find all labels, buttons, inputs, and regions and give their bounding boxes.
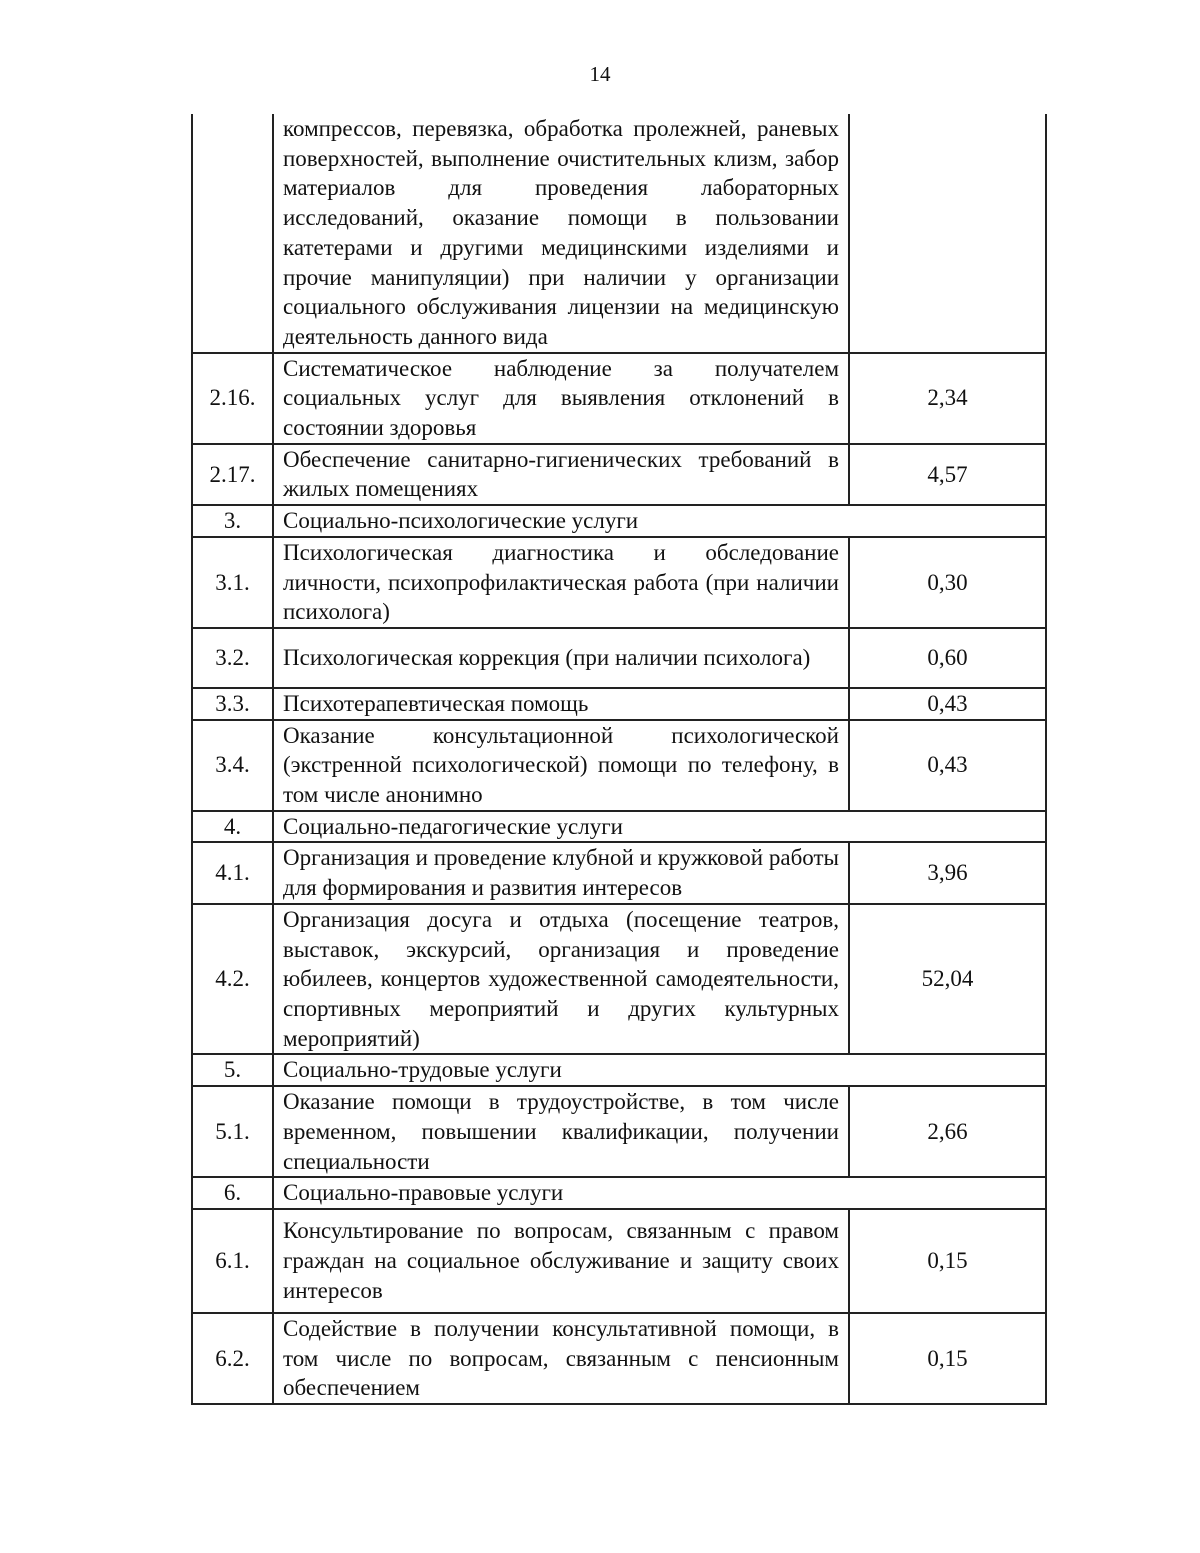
row-number: 2.16. (192, 353, 273, 444)
row-value: 2,34 (849, 353, 1046, 444)
row-number: 4.2. (192, 904, 273, 1055)
section-title: Социально-психологические услуги (273, 505, 1046, 537)
row-value: 0,15 (849, 1209, 1046, 1313)
row-value: 0,15 (849, 1313, 1046, 1404)
table-row (192, 1086, 1046, 1177)
row-description: компрессов, перевязка, обработка пролежней, раневых поверхностей, выполнение очистительных клизм, забор материалов для проведения лабораторных исследований, оказание помощи в пользовании катетерами и другими медицинскими изделиями и прочие манипуляции) при наличии у организации социального обслуживания лицензии на медицинскую деятельность данного вида (273, 114, 849, 353)
table-row (192, 842, 1046, 903)
row-description: Консультирование по вопросам, связанным с правом граждан на социальное обслуживание и защиту своих интересов (273, 1209, 849, 1313)
row-number: 6.2. (192, 1313, 273, 1404)
row-number: 4.1. (192, 842, 273, 903)
row-number: 3.2. (192, 628, 273, 688)
row-description: Психологическая коррекция (при наличии психолога) (273, 628, 849, 688)
section-title: Социально-правовые услуги (273, 1177, 1046, 1209)
table-row-continuation (192, 114, 1046, 353)
table-row (192, 904, 1046, 1055)
table-row (192, 1313, 1046, 1404)
table-row (192, 1209, 1046, 1313)
row-description: Оказание помощи в трудоустройстве, в том числе временном, повышении квалификации, получении специальности (273, 1086, 849, 1177)
row-number: 6.1. (192, 1209, 273, 1313)
section-title: Социально-трудовые услуги (273, 1054, 1046, 1086)
row-description: Оказание консультационной психологической (экстренной психологической) помощи по телефону, в том числе анонимно (273, 720, 849, 811)
row-value: 0,43 (849, 720, 1046, 811)
row-value: 3,96 (849, 842, 1046, 903)
row-number: 3.3. (192, 688, 273, 720)
section-row (192, 811, 1046, 843)
services-table (191, 114, 1047, 1405)
section-row (192, 1054, 1046, 1086)
services-table-body (192, 114, 1046, 1404)
row-number: 5.1. (192, 1086, 273, 1177)
row-number: 5. (192, 1054, 273, 1086)
table-row (192, 353, 1046, 444)
row-value: 0,43 (849, 688, 1046, 720)
table-row (192, 688, 1046, 720)
table-row (192, 720, 1046, 811)
row-number: 3. (192, 505, 273, 537)
row-value: 4,57 (849, 444, 1046, 505)
row-number: 2.17. (192, 444, 273, 505)
row-number: 4. (192, 811, 273, 843)
row-value: 52,04 (849, 904, 1046, 1055)
row-description: Психологическая диагностика и обследование личности, психопрофилактическая работа (при наличии психолога) (273, 537, 849, 628)
row-value: 2,66 (849, 1086, 1046, 1177)
row-description: Обеспечение санитарно-гигиенических требований в жилых помещениях (273, 444, 849, 505)
row-value-cell (849, 114, 1046, 353)
table-row (192, 444, 1046, 505)
row-description: Психотерапевтическая помощь (273, 688, 849, 720)
section-row (192, 505, 1046, 537)
row-value: 0,30 (849, 537, 1046, 628)
page-number: 14 (589, 62, 611, 86)
row-description: Организация досуга и отдыха (посещение театров, выставок, экскурсий, организация и проведение юбилеев, концертов художественной самодеятельности, спортивных мероприятий и других культурных мероприятий) (273, 904, 849, 1055)
table-row (192, 537, 1046, 628)
row-description: Организация и проведение клубной и кружковой работы для формирования и развития интересов (273, 842, 849, 903)
row-description: Систематическое наблюдение за получателем социальных услуг для выявления отклонений в состоянии здоровья (273, 353, 849, 444)
row-value: 0,60 (849, 628, 1046, 688)
section-row (192, 1177, 1046, 1209)
row-number: 3.1. (192, 537, 273, 628)
row-number: 3.4. (192, 720, 273, 811)
section-title: Социально-педагогические услуги (273, 811, 1046, 843)
row-description: Содействие в получении консультативной помощи, в том числе по вопросам, связанным с пенсионным обеспечением (273, 1313, 849, 1404)
row-number-cell (192, 114, 273, 353)
row-number: 6. (192, 1177, 273, 1209)
table-row (192, 628, 1046, 688)
